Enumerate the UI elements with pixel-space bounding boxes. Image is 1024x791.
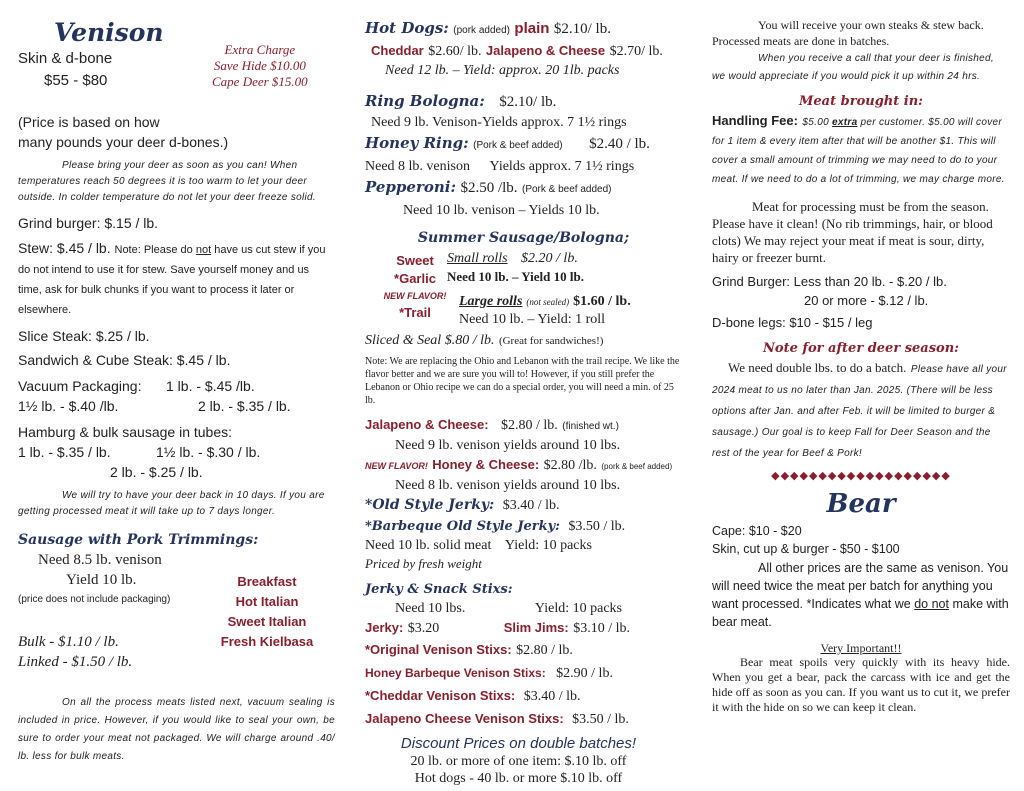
grind-burger-price: Grind burger: $.15 / lb.: [18, 215, 159, 231]
bbq-jerky-title: *Barbeque Old Style Jerky:: [365, 519, 560, 534]
slim-jims-price: $3.10 / lb.: [573, 621, 630, 636]
jerky-label: Jerky:: [365, 620, 404, 635]
price-note-line-2: many pounds your deer d-bones.): [18, 134, 229, 150]
discount-line-1: 20 lb. or more of one item: $.10 lb. off: [410, 754, 627, 769]
hot-dogs-jalapeno: Jalapeno & Cheese: [485, 43, 606, 58]
bear-skin-price: Skin, cut up & burger - $50 - $100: [712, 542, 900, 556]
flavor-breakfast: Breakfast: [237, 574, 297, 589]
honey-ring-yield: Yields approx. 7 1½ rings: [489, 159, 635, 174]
old-style-jerky-price: $3.40 / lb.: [502, 498, 560, 513]
very-important-title: Very Important!!: [820, 641, 902, 655]
skin-dbone-price: $55 - $80: [44, 72, 108, 89]
hot-dogs-plain-price: $2.10/ lb.: [553, 21, 611, 37]
after-season-details: Please have all your 2024 meat to us no later than Jan. 2025. (There will be less options after Jan. and after Feb. it will be limited to burger & sausage.) Our goal is to keep Fall for Deer Season and the rest of the year for Beef & Pork!: [712, 364, 1007, 459]
flavor-sweet-italian: Sweet Italian: [227, 614, 307, 629]
honey-cheese-need: Need 8 lb. venison yields around 10 lbs.: [395, 478, 621, 493]
venison-title: Venison: [54, 18, 164, 47]
flavor-hot-italian: Hot Italian: [235, 594, 299, 609]
jalapeno-stix-price: $3.50 / lb.: [572, 712, 629, 727]
bring-deer-note: Please bring your deer as soon as you can! When temperatures reach 50 degrees it is too warm to let your deer outside. In colder temperature do not let your deer freeze solid.: [18, 160, 316, 203]
stix-need: Need 10 lbs.: [395, 601, 466, 616]
cheddar-stix-price: $3.40 / lb.: [523, 689, 581, 704]
original-stix-label: *Original Venison Stixs:: [365, 642, 512, 657]
flavor-garlic: *Garlic: [394, 271, 436, 286]
hot-dogs-jalapeno-price: $2.70/ lb.: [609, 44, 663, 59]
honey-ring-price: $2.40 / lb.: [589, 136, 650, 152]
hot-dogs-cheddar-price: $2.60/ lb.: [428, 44, 482, 59]
vacuum-1-5lb: 1½ lb. - $.40 /lb.: [18, 398, 119, 414]
sliced-seal-price: Sliced & Seal $.80 / lb.: [365, 333, 495, 348]
stix-yield: Yield: 10 packs: [534, 601, 622, 616]
summer-sausage-title: Summer Sausage/Bologna;: [417, 230, 630, 246]
pickup-note: When you receive a call that your deer is finished, we would appreciate if you would pick it up within 24 hrs.: [712, 53, 994, 82]
diamond-divider: ◆◆◆◆◆◆◆◆◆◆◆◆◆◆◆◆◆◆◆: [771, 470, 951, 482]
jerky-yield: Yield: 10 packs: [504, 538, 592, 553]
own-steaks-note: You will receive your own steaks & stew back. Processed meats are done in batches.: [712, 18, 984, 48]
honey-ring-need: Need 8 lb. venison: [365, 159, 470, 174]
after-season-title: Note for after deer season:: [763, 341, 959, 356]
pork-trimmings-title: Sausage with Pork Trimmings:: [18, 532, 259, 548]
sliced-seal-note: (Great for sandwiches!): [498, 335, 604, 347]
large-rolls-need: Need 10 lb. – Yield: 1 roll: [459, 312, 606, 327]
hamburg-1lb: 1 lb. - $.35 / lb.: [18, 444, 111, 460]
flavor-sweet: Sweet: [396, 253, 434, 268]
stew-note-start: Note: Please do: [114, 244, 193, 256]
bear-note-end: make with bear meat.: [712, 597, 1009, 629]
hamburg-2lb: 2 lb. - $.25 / lb.: [110, 464, 203, 480]
grind-burger-meat-brought: Grind Burger: Less than 20 lb. - $.20 / lb.: [712, 274, 947, 289]
column-info-bear: [688, 0, 1024, 791]
jalapeno-cheese-need: Need 9 lb. venison yields around 10 lbs.: [395, 438, 621, 453]
after-season-double: We need double lbs. to do a batch.: [728, 360, 907, 375]
honey-cheese-new-flavor: NEW FLAVOR!: [365, 461, 428, 471]
linked-price: Linked - $1.50 / lb.: [18, 654, 133, 670]
handling-fee-extra: extra: [832, 117, 858, 128]
small-rolls-need: Need 10 lb. – Yield 10 lb.: [447, 269, 584, 284]
handling-fee-amount: $5.00: [802, 117, 829, 128]
original-stix-price: $2.80 / lb.: [516, 643, 573, 658]
column-sausages: [345, 0, 688, 791]
honey-ring-note: (Pork & beef added): [473, 140, 563, 151]
pork-need: Need 8.5 lb. venison: [38, 552, 162, 568]
meat-brought-title: Meat brought in:: [799, 94, 923, 109]
pepperoni-need: Need 10 lb. venison – Yields 10 lb.: [403, 203, 600, 218]
honey-bbq-stix-price: $2.90 / lb.: [556, 666, 613, 681]
pepperoni-price: $2.50 /lb.: [460, 180, 518, 196]
hot-dogs-pork-added: (pork added): [453, 25, 510, 36]
stew-price: Stew: $.45 / lb.: [18, 240, 111, 256]
jerky-priced-note: Priced by fresh weight: [365, 556, 482, 571]
bbq-jerky-price: $3.50 / lb.: [568, 519, 626, 534]
vacuum-2lb: 2 lb. - $.35 / lb.: [198, 398, 291, 414]
vacuum-sealing-note: On all the process meats listed next, vacuum sealing is included in price. However, if you would like to seal your own, be sure to order your meat not packaged. We will charge around .40/ lb. less for bulk meats.: [18, 697, 335, 762]
price-note-line-1: (Price is based on how: [18, 114, 160, 130]
old-style-jerky-title: *Old Style Jerky:: [365, 497, 495, 513]
large-rolls-not-sealed: (not sealed): [526, 297, 570, 307]
small-rolls-price: $2.20 / lb.: [521, 251, 578, 266]
replace-recipe-note: Note: We are replacing the Ohio and Lebanon with the trail recipe. We like the flavor better and we are sure you will to! However, if you still prefer the Lebanon or Ohio recipe we can do a special order, you will need a min. of 25 lb.: [365, 356, 680, 406]
discount-title: Discount Prices on double batches!: [400, 735, 637, 752]
bear-title: Bear: [826, 489, 896, 519]
column-venison: [0, 0, 345, 791]
pepperoni-note: (Pork & beef added): [522, 184, 612, 195]
hot-dogs-title: Hot Dogs:: [365, 19, 449, 37]
bulk-price: Bulk - $1.10 / lb.: [18, 634, 119, 650]
ten-days-note: We will try to have your deer back in 10 days. If you are getting processed meat it will take up to 7 days longer.: [18, 490, 325, 517]
new-flavor-badge: NEW FLAVOR!: [383, 291, 447, 301]
bear-note-do-not: do not: [914, 597, 949, 611]
honey-ring-title: Honey Ring:: [365, 134, 469, 152]
save-hide-price: Save Hide $10.00: [213, 58, 306, 73]
honey-cheese-note: (pork & beef added): [601, 462, 673, 471]
honey-cheese-price: $2.80 /lb.: [543, 458, 597, 473]
jalapeno-cheese-price: $2.80 / lb.: [501, 418, 558, 433]
cape-deer-price: Cape Deer $15.00: [212, 74, 308, 89]
season-note: Meat for processing must be from the season. Please have it clean! (No rib trimmings, hair, or blood clots) We may reject your meat if meat is sour, dirty, hairy or freezer burnt.: [712, 199, 993, 265]
sandwich-cube-price: Sandwich & Cube Steak: $.45 / lb.: [18, 352, 231, 368]
stew-note-rest: have us cut stew if you do not intend to use it for stew. Save yourself money and us time, ask for bulk chunks if you want to process it later or elsewhere.: [18, 244, 326, 316]
slice-steak-price: Slice Steak: $.25 / lb.: [18, 328, 150, 344]
extra-charge-heading: Extra Charge: [224, 42, 296, 57]
handling-fee-details: per customer. $5.00 will cover for 1 item & every item after that will be another $1. This will cover a small amount of trimming we may need to do to your meat. If we need to do a lot of trimming, we may charge more.: [712, 117, 1005, 185]
vacuum-label: Vacuum Packaging:: [18, 378, 142, 394]
handling-fee-label: Handling Fee:: [712, 113, 798, 128]
packaging-note: (price does not include packaging): [18, 594, 171, 605]
hamburg-label: Hamburg & bulk sausage in tubes:: [18, 424, 233, 440]
small-rolls-label: Small rolls: [447, 251, 508, 266]
jerky-price: $3.20: [407, 621, 440, 636]
bear-important-text: Bear meat spoils very quickly with its heavy hide. When you get a bear, pack the carcass with ice and get the hide off as soon as you can. If you want us to cut it, we prefer it with the hide on so we can keep it clean.: [712, 655, 1010, 714]
hot-dogs-need: Need 12 lb. – Yield: approx. 20 1lb. packs: [385, 63, 620, 78]
honey-bbq-stix-label: Honey Barbeque Venison Stixs:: [365, 666, 546, 680]
bear-cape-price: Cape: $10 - $20: [712, 524, 802, 538]
pork-yield: Yield 10 lb.: [66, 572, 137, 588]
jerky-need: Need 10 lb. solid meat: [365, 538, 492, 553]
grind-burger-20-plus: 20 or more - $.12 / lb.: [804, 293, 929, 308]
hot-dogs-cheddar: Cheddar: [371, 43, 424, 58]
jalapeno-stix-label: Jalapeno Cheese Venison Stixs:: [365, 711, 564, 726]
jalapeno-cheese-note: (finished wt.): [562, 421, 619, 432]
ring-bologna-title: Ring Bologna:: [365, 92, 485, 110]
slim-jims-label: Slim Jims:: [503, 620, 569, 635]
skin-dbone-label: Skin & d-bone: [18, 50, 113, 67]
honey-cheese-title: Honey & Cheese:: [432, 457, 540, 472]
pepperoni-title: Pepperoni:: [365, 178, 456, 196]
jalapeno-cheese-title: Jalapeno & Cheese:: [365, 417, 489, 432]
flavor-trail: *Trail: [399, 305, 431, 320]
hot-dogs-plain: plain: [514, 20, 550, 37]
stew-note-not: not: [195, 244, 212, 256]
bear-note: All other prices are the same as venison. You will need twice the meat per batch for anything you want processed. *Indicates what we: [712, 561, 1009, 611]
hamburg-1-5lb: 1½ lb. - $.30 / lb.: [156, 444, 261, 460]
ring-bologna-need: Need 9 lb. Venison-Yields approx. 7 1½ rings: [371, 115, 627, 130]
large-rolls-label: Large rolls: [459, 294, 523, 309]
ring-bologna-price: $2.10/ lb.: [499, 94, 557, 110]
vacuum-1lb: 1 lb. - $.45 /lb.: [166, 378, 255, 394]
cheddar-stix-label: *Cheddar Venison Stixs:: [365, 688, 516, 703]
large-rolls-price: $1.60 / lb.: [573, 294, 631, 309]
discount-line-2: Hot dogs - 40 lb. or more $.10 lb. off: [414, 771, 623, 786]
flavor-fresh-kielbasa: Fresh Kielbasa: [220, 634, 314, 649]
jerky-stix-title: Jerky & Snack Stixs:: [365, 582, 513, 597]
dbone-legs-price: D-bone legs: $10 - $15 / leg: [712, 315, 873, 330]
